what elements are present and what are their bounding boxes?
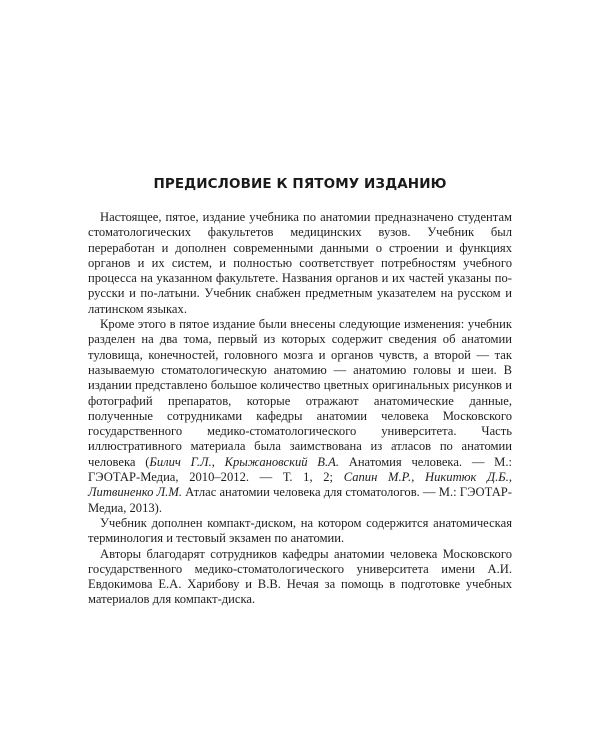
preface-body	[88, 210, 512, 608]
changes-text-end: Атлас анатомии человека для стоматологов. — М.: ГЭОТАР-Медиа, 2013).	[88, 485, 512, 515]
paragraph-changes	[88, 317, 512, 516]
preface-page	[88, 176, 512, 608]
changes-text-start: Кроме этого в пятое издание были внесены следующие изменения: учебник разделен на два тома, первый из которых содержит сведения об анатомии туловища, конечностей, головного мозга и органов чувств, а второй — так называемую стоматологическую анатомию — анатомию головы и шеи. В издании представлено большое количество цветных оригинальных рисунков и фотографий препаратов, которые отражают анатомические данные, полученные сотрудниками кафедры анатомии человека Московского государственного медико-стоматологического университета. Часть иллюстративного материала была заимствована из атласов по анатомии человека (	[88, 317, 512, 469]
paragraph-cd: Учебник дополнен компакт-диском, на котором содержится анатомическая терминология и тестовый экзамен по анатомии.	[88, 515, 512, 546]
changes-text-middle: Анатомия человека. — М.: ГЭОТАР-Медиа, 2010–2012. — Т. 1, 2;	[88, 454, 512, 485]
paragraph-acknowledgements: Авторы благодарят сотрудников кафедры анатомии человека Московского государственного медико-стоматологического университета имени А.И. Евдокимова Е.А. Харибову и В.В. Нечая за помощь в подготовке учебных материалов для компакт-диска.	[88, 546, 512, 607]
atlas-authors-1: Билич Г.Л., Крыжановский В.А.	[149, 454, 339, 469]
atlas-authors-2: Сапин М.Р., Никитюк Д.Б., Литвиненко Л.М.	[88, 470, 512, 500]
paragraph-purpose: Настоящее, пятое, издание учебника по анатомии предназначено студентам стоматологических факультетов медицинских вузов. Учебник был переработан и дополнен современными данными о строении и функциях органов и их систем, и полностью соответствует потребностям учебного процесса на указанном факультете. Названия органов и их частей указаны по-русски и по-латыни. Учебник снабжен предметным указателем на русском и латинском языках.	[88, 210, 512, 316]
page-title: ПРЕДИСЛОВИЕ К ПЯТОМУ ИЗДАНИЮ	[153, 176, 447, 192]
